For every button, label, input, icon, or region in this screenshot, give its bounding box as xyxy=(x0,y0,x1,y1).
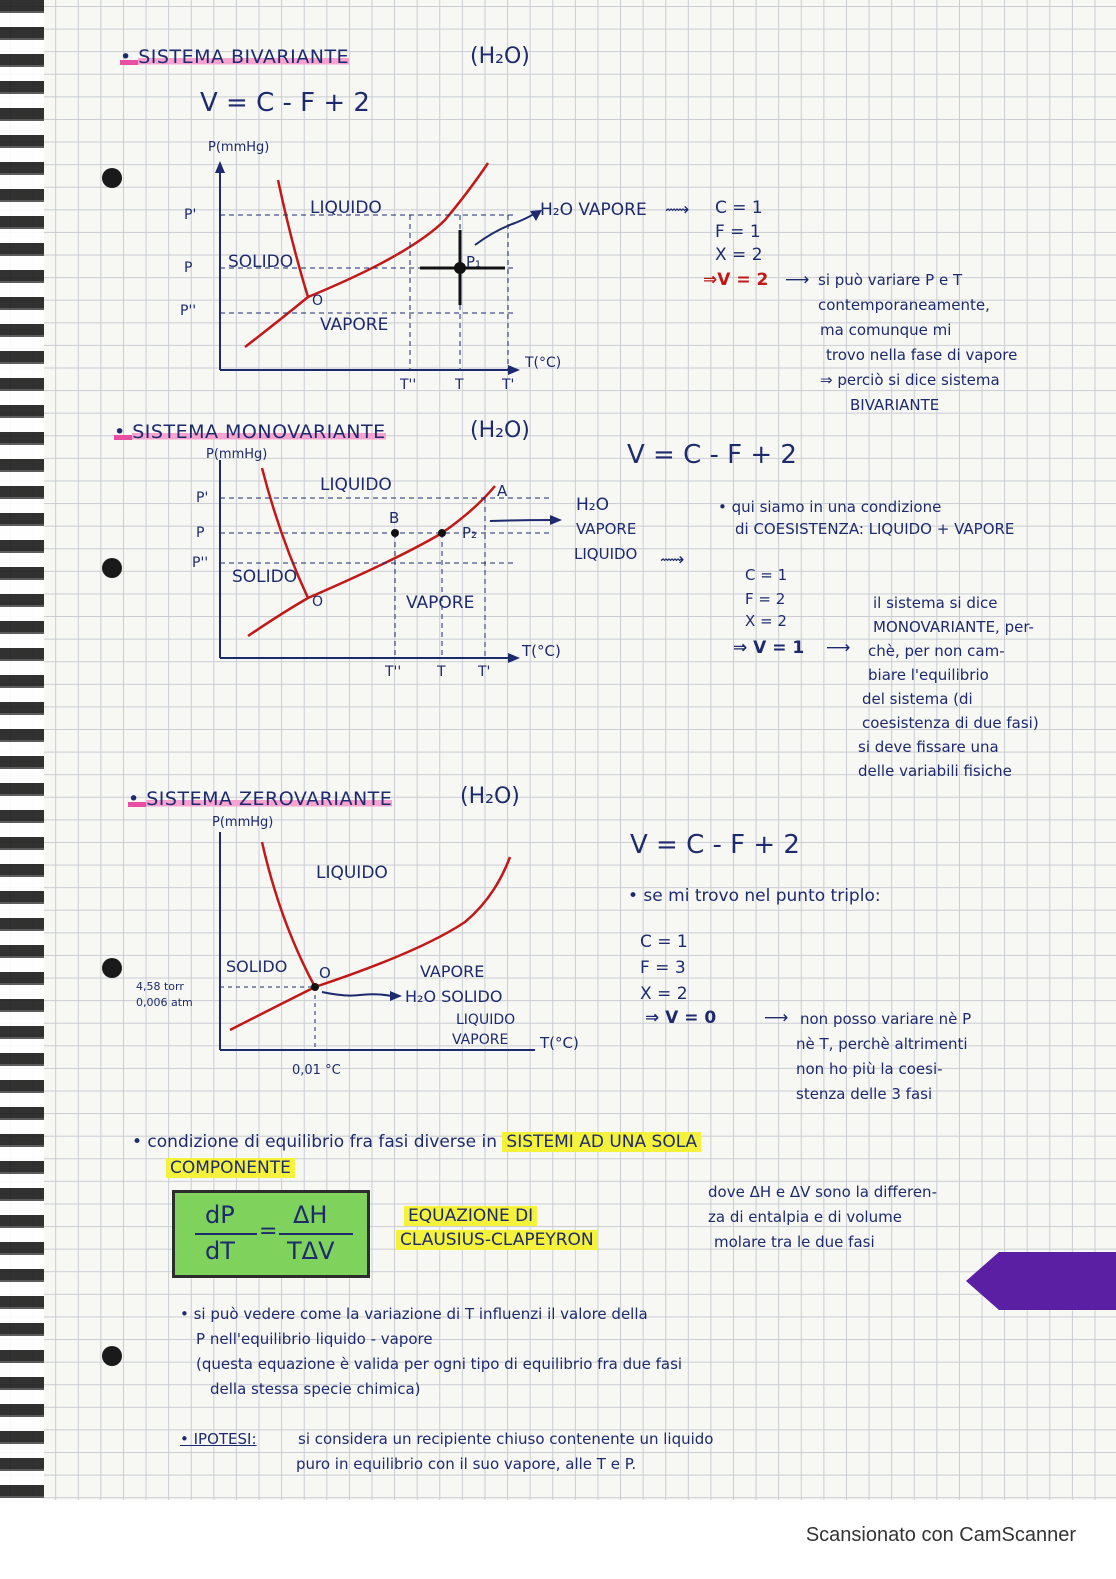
point-p2-label: P₂ xyxy=(462,524,478,542)
ipotesi-label: • IPOTESI: xyxy=(180,1430,257,1448)
punch-hole xyxy=(102,168,122,188)
section3-note-line: non ho più la coesi- xyxy=(796,1060,943,1078)
section2-v: ⇒ V = 1 xyxy=(733,638,805,658)
section3-note-line: stenza delle 3 fasi xyxy=(796,1085,933,1103)
section2-note-line: chè, per non cam- xyxy=(868,642,1005,660)
triple-point-label: O xyxy=(312,594,324,610)
arrow-right: ⟶ xyxy=(764,1008,789,1028)
point-p2 xyxy=(438,529,446,537)
section2-title: • SISTEMA MONOVARIANTE xyxy=(114,421,386,443)
section1-note-line: si può variare P e T xyxy=(818,271,963,289)
t-tick: 0,01 °C xyxy=(292,1063,341,1078)
section2-note-line: coesistenza di due fasi) xyxy=(862,714,1039,732)
section3-title: • SISTEMA ZEROVARIANTE xyxy=(128,788,393,810)
section3-f: F = 3 xyxy=(640,958,686,978)
p-tick: P xyxy=(184,260,193,276)
section2-note-line: MONOVARIANTE, per- xyxy=(873,618,1034,636)
where-line: molare tra le due fasi xyxy=(714,1233,875,1251)
y-axis-label: P(mmHg) xyxy=(206,448,268,462)
x-axis-label: T(°C) xyxy=(522,642,561,660)
equation-name: EQUAZIONE DI xyxy=(404,1206,537,1226)
solid-vapor-curve xyxy=(248,598,308,636)
p-tick: 0,006 atm xyxy=(136,996,193,1009)
point-b-label: B xyxy=(389,509,400,527)
section3-c: C = 1 xyxy=(640,932,688,952)
spiral-binding xyxy=(0,0,44,1500)
arrow-right: ⟶ xyxy=(785,270,810,290)
triple-point-label: O xyxy=(319,964,331,982)
section3-formula: V = C - F + 2 xyxy=(630,830,800,860)
section3-x: X = 2 xyxy=(640,984,688,1004)
section1-note-line: BIVARIANTE xyxy=(850,396,940,414)
section3-compound: (H₂O) xyxy=(460,784,520,809)
section1-f: F = 1 xyxy=(715,222,761,242)
point-p1 xyxy=(454,262,466,274)
x-axis-label: T(°C) xyxy=(525,355,562,371)
squiggle-arrow: ⟿ xyxy=(660,550,685,570)
section1-v: ⇒V = 2 xyxy=(703,270,769,290)
section3-arrow-label: LIQUIDO xyxy=(456,1012,516,1028)
section2-phase-diagram xyxy=(170,448,610,688)
punch-hole xyxy=(102,558,122,578)
solid-vapor-curve xyxy=(245,297,308,347)
x-axis-arrow xyxy=(508,365,520,375)
section1-compound: (H₂O) xyxy=(470,44,530,69)
region-liquid: LIQUIDO xyxy=(320,475,392,495)
section1-note-line: ma comunque mi xyxy=(820,321,952,339)
point-p1-label: P₁ xyxy=(466,253,482,271)
section2-note-line: del sistema (di xyxy=(862,690,973,708)
pointer-arrow xyxy=(490,520,552,521)
section1-arrow-label: H₂O VAPORE xyxy=(540,200,647,220)
ipotesi-line: puro in equilibrio con il suo vapore, alle T e P. xyxy=(296,1455,637,1473)
pointer-arrow xyxy=(475,213,535,245)
section1-title: • SISTEMA BIVARIANTE xyxy=(120,46,350,68)
t-tick: T'' xyxy=(385,664,402,680)
section3-arrow-label: H₂O SOLIDO xyxy=(405,987,503,1006)
y-axis-arrow xyxy=(215,161,225,173)
footer-watermark: Scansionato con CamScanner xyxy=(805,1524,1076,1546)
bullet1-line: • si può vedere come la variazione di T influenzi il valore della xyxy=(180,1305,648,1323)
region-vapor: VAPORE xyxy=(406,593,475,613)
region-liquid: LIQUIDO xyxy=(316,863,388,883)
point-a-label: A xyxy=(497,482,508,500)
p-tick: P xyxy=(196,525,205,541)
y-axis-label: P(mmHg) xyxy=(208,140,270,155)
region-vapor: VAPORE xyxy=(320,315,389,335)
t-tick: T' xyxy=(478,664,491,680)
fraction-line xyxy=(195,1233,257,1235)
section3-arrow-label: VAPORE xyxy=(452,1032,509,1048)
section1-c: C = 1 xyxy=(715,198,763,218)
section4-line1: • condizione di equilibrio fra fasi diverse in SISTEMI AD UNA SOLA xyxy=(132,1132,701,1152)
section1-note-line: ⇒ perciò si dice sistema xyxy=(820,371,1000,389)
section2-x: X = 2 xyxy=(745,612,787,630)
fraction-line xyxy=(279,1233,353,1235)
region-vapor: VAPORE xyxy=(420,962,485,981)
bullet1-line: della stessa specie chimica) xyxy=(210,1380,421,1398)
region-solid: SOLIDO xyxy=(228,252,294,272)
section2-f: F = 2 xyxy=(745,590,786,608)
t-tick: T' xyxy=(502,377,515,393)
liquid-vapor-curve xyxy=(308,486,495,598)
eq-num-left: dP xyxy=(205,1201,235,1229)
eq-den-left: dT xyxy=(205,1237,235,1265)
section2-coexist: • qui siamo in una condizione xyxy=(718,498,942,516)
section3-v: ⇒ V = 0 xyxy=(645,1008,717,1028)
section2-c: C = 1 xyxy=(745,566,788,584)
triple-point-label: O xyxy=(312,293,324,309)
section3-phase-diagram xyxy=(130,812,630,1082)
pointer-arrow-head xyxy=(390,991,402,1001)
bullet1-line: P nell'equilibrio liquido - vapore xyxy=(196,1330,433,1348)
eq-equals: = xyxy=(259,1219,278,1244)
t-tick: T'' xyxy=(400,377,417,393)
region-solid: SOLIDO xyxy=(232,567,298,587)
triple-point xyxy=(311,983,319,991)
t-tick: T xyxy=(437,664,446,680)
pointer-arrow xyxy=(322,992,392,996)
section2-compound: (H₂O) xyxy=(470,418,530,443)
where-line: za di entalpia e di volume xyxy=(708,1208,902,1226)
section3-note-line: non posso variare nè P xyxy=(800,1010,972,1028)
section3-note-line: nè T, perchè altrimenti xyxy=(796,1035,968,1053)
bullet1-line: (questa equazione è valida per ogni tipo di equilibrio fra due fasi xyxy=(196,1355,683,1373)
where-line: dove ΔH e ΔV sono la differen- xyxy=(708,1183,937,1201)
region-solid: SOLIDO xyxy=(226,957,288,976)
clausius-clapeyron-box xyxy=(172,1190,370,1278)
section2-note-line: delle variabili fisiche xyxy=(858,762,1012,780)
punch-hole xyxy=(102,958,122,978)
section2-arrow-label: H₂O xyxy=(576,495,609,515)
p-tick: P' xyxy=(184,207,197,223)
punch-hole xyxy=(102,1346,122,1366)
eq-den-right: TΔV xyxy=(287,1237,335,1265)
section3-intro: • se mi trovo nel punto triplo: xyxy=(628,886,881,906)
section4-line2: COMPONENTE xyxy=(166,1158,295,1178)
x-axis-arrow xyxy=(508,653,520,663)
section1-note-line: contemporaneamente, xyxy=(818,296,990,314)
x-axis-label: T(°C) xyxy=(540,1034,579,1052)
pointer-arrow-head xyxy=(550,515,562,525)
ipotesi-line: si considera un recipiente chiuso contenente un liquido xyxy=(298,1430,714,1448)
section1-x: X = 2 xyxy=(715,245,763,265)
arrow-right: ⟶ xyxy=(826,638,851,658)
equation-name: CLAUSIUS-CLAPEYRON xyxy=(396,1230,598,1250)
section1-note-line: trovo nella fase di vapore xyxy=(826,346,1018,364)
section2-note-line: si deve fissare una xyxy=(858,738,999,756)
section2-arrow-label: VAPORE xyxy=(576,520,637,538)
solid-vapor-curve xyxy=(230,987,315,1030)
p-tick: P'' xyxy=(180,303,197,319)
section1-formula: V = C - F + 2 xyxy=(200,88,370,118)
y-axis-label: P(mmHg) xyxy=(212,815,274,830)
squiggle-arrow: ⟿ xyxy=(665,200,690,220)
t-tick: T xyxy=(455,377,464,393)
point-b xyxy=(391,529,399,537)
section2-note-line: il sistema si dice xyxy=(873,594,998,612)
region-liquid: LIQUIDO xyxy=(310,198,382,218)
p-tick: 4,58 torr xyxy=(136,980,184,993)
section1-phase-diagram xyxy=(170,135,630,405)
solid-liquid-curve xyxy=(278,180,308,297)
section2-formula: V = C - F + 2 xyxy=(627,440,797,470)
p-tick: P'' xyxy=(192,555,209,571)
section2-note-line: biare l'equilibrio xyxy=(868,666,989,684)
p-tick: P' xyxy=(196,490,209,506)
eq-num-right: ΔH xyxy=(293,1201,328,1229)
section2-coexist: di COESISTENZA: LIQUIDO + VAPORE xyxy=(735,520,1015,538)
section2-arrow-label: LIQUIDO xyxy=(574,545,638,563)
